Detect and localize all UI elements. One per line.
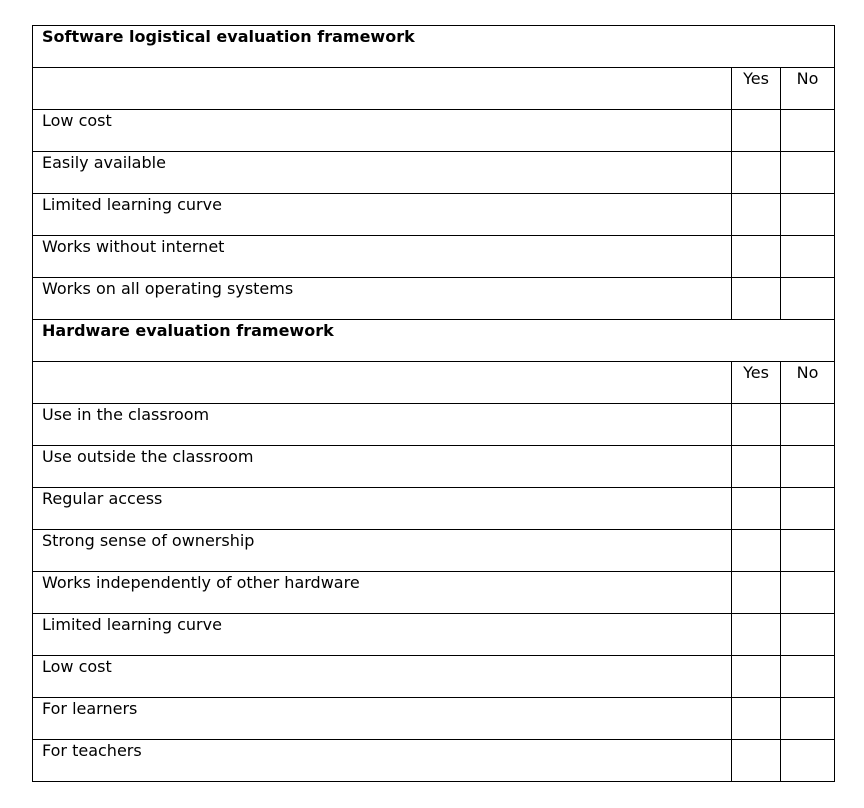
criterion-cell [33,110,732,152]
table-row [33,488,835,530]
hardware-header-blank-cell [33,362,732,404]
no-checkbox-cell[interactable] [781,740,835,782]
table-row [33,446,835,488]
criterion-label: Limited learning curve [42,195,222,214]
table-row [33,572,835,614]
hardware-no-label: No [796,363,819,382]
software-header-row [33,68,835,110]
no-checkbox-cell[interactable] [781,110,835,152]
criterion-cell [33,194,732,236]
hardware-no-header [781,362,835,404]
no-checkbox-cell[interactable] [781,656,835,698]
no-checkbox-cell[interactable] [781,236,835,278]
criterion-cell [33,530,732,572]
table-row [33,278,835,320]
no-checkbox-cell[interactable] [781,404,835,446]
yes-checkbox-cell[interactable] [732,530,781,572]
yes-checkbox-cell[interactable] [732,656,781,698]
criterion-cell [33,152,732,194]
table-row [33,236,835,278]
table-row [33,194,835,236]
yes-checkbox-cell[interactable] [732,698,781,740]
table-row [33,740,835,782]
software-no-label: No [796,69,819,88]
no-checkbox-cell[interactable] [781,278,835,320]
software-section-row [33,26,835,68]
criterion-label: Strong sense of ownership [42,531,255,550]
yes-checkbox-cell[interactable] [732,152,781,194]
table-row [33,614,835,656]
criterion-label: Works on all operating systems [42,279,294,298]
criterion-label: Easily available [42,153,166,172]
criterion-cell [33,572,732,614]
criterion-label: Regular access [42,489,163,508]
no-checkbox-cell[interactable] [781,614,835,656]
criterion-label: Limited learning curve [42,615,222,634]
software-yes-label: Yes [743,69,769,88]
yes-checkbox-cell[interactable] [732,614,781,656]
criterion-label: Low cost [42,111,112,130]
table-row [33,698,835,740]
no-checkbox-cell[interactable] [781,698,835,740]
criterion-label: Works without internet [42,237,225,256]
no-checkbox-cell[interactable] [781,488,835,530]
yes-checkbox-cell[interactable] [732,446,781,488]
criterion-cell [33,236,732,278]
software-no-header [781,68,835,110]
software-yes-header [732,68,781,110]
table-row [33,152,835,194]
no-checkbox-cell[interactable] [781,572,835,614]
yes-checkbox-cell[interactable] [732,572,781,614]
hardware-header-row [33,362,835,404]
software-section-title-cell [33,26,835,68]
yes-checkbox-cell[interactable] [732,278,781,320]
table-row [33,404,835,446]
yes-checkbox-cell[interactable] [732,488,781,530]
yes-checkbox-cell[interactable] [732,740,781,782]
criterion-cell [33,614,732,656]
criterion-cell [33,698,732,740]
criterion-cell [33,656,732,698]
table-row [33,110,835,152]
no-checkbox-cell[interactable] [781,530,835,572]
criterion-label: Use in the classroom [42,405,210,424]
evaluation-framework-table [32,25,835,782]
criterion-label: Use outside the classroom [42,447,254,466]
table-row [33,530,835,572]
table-row [33,656,835,698]
criterion-cell [33,404,732,446]
criterion-label: For teachers [42,741,142,760]
criterion-cell [33,278,732,320]
hardware-section-row [33,320,835,362]
hardware-yes-label: Yes [743,363,769,382]
no-checkbox-cell[interactable] [781,446,835,488]
hardware-yes-header [732,362,781,404]
no-checkbox-cell[interactable] [781,194,835,236]
criterion-label: Low cost [42,657,112,676]
criterion-cell [33,488,732,530]
yes-checkbox-cell[interactable] [732,236,781,278]
criterion-label: Works independently of other hardware [42,573,360,592]
software-section-title: Software logistical evaluation framework [42,27,415,46]
hardware-section-title-cell [33,320,835,362]
yes-checkbox-cell[interactable] [732,404,781,446]
criterion-label: For learners [42,699,138,718]
criterion-cell [33,740,732,782]
software-header-blank-cell [33,68,732,110]
hardware-section-title: Hardware evaluation framework [42,321,334,340]
yes-checkbox-cell[interactable] [732,194,781,236]
criterion-cell [33,446,732,488]
yes-checkbox-cell[interactable] [732,110,781,152]
no-checkbox-cell[interactable] [781,152,835,194]
